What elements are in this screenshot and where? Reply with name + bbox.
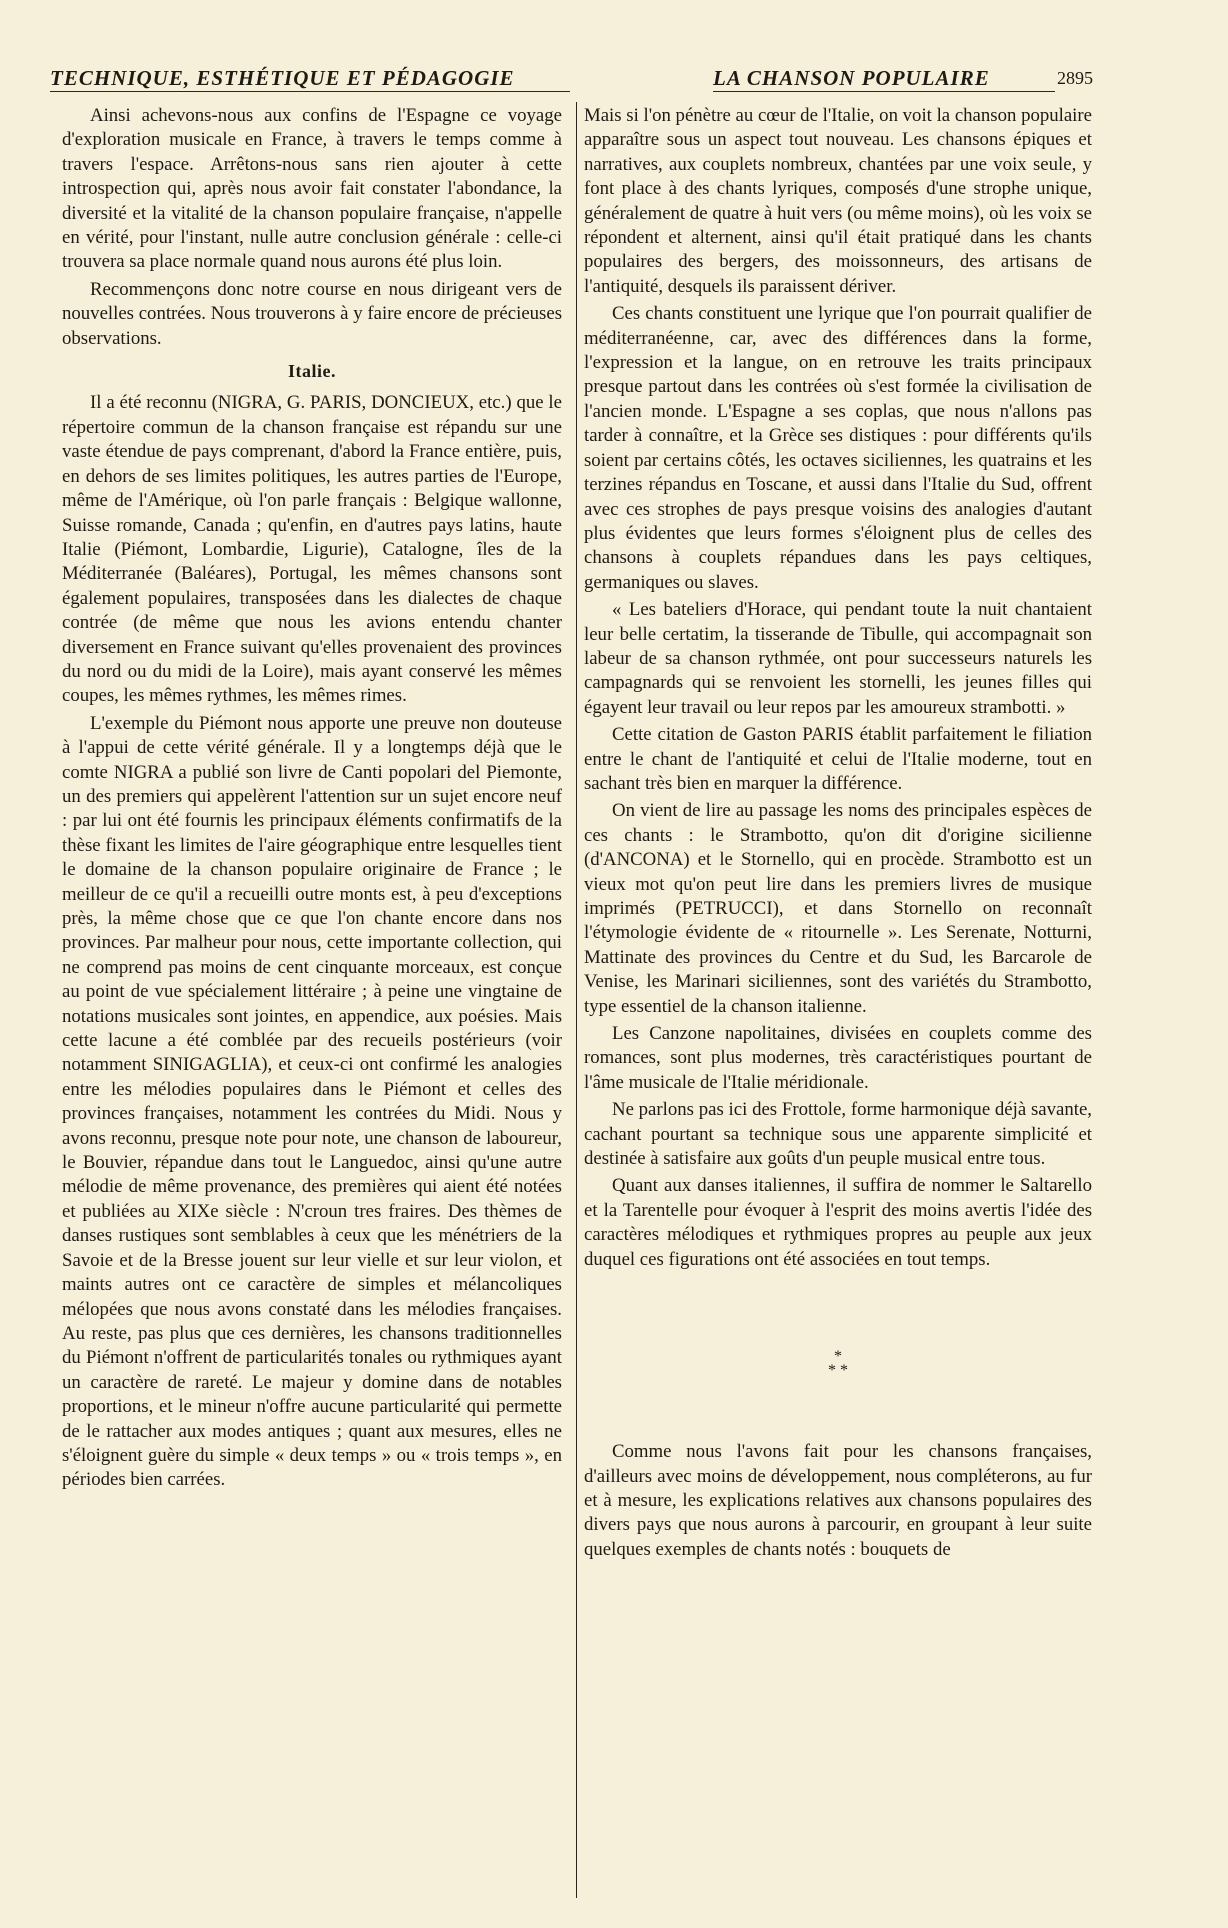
- paragraph: Ne parlons pas ici des Frottole, forme harmonique déjà savante, cachant pourtant sa technique sous une apparente simplicité et destinée à satisfaire aux goûts d'un peuple musical entre tous.: [584, 1099, 1092, 1170]
- paragraph: On vient de lire au passage les noms des principales espèces de ces chants : le Strambotto, qu'on dit d'origine sicilienne (d'ANCONA) et le Stornello, qui en procède. Strambotto est un vieux mot qu'on peut lire dans les premiers livres de musique imprimés (PETRUCCI), et dans Stornello on reconnaît l'étymologie évidente de « ritournelle ». Les Serenate, Notturni, Mattinate des provinces du Centre et du Sud, les Barcarole de Venise, les Marinari siciliennes, sont des variétés du Strambotto, type essentiel de la chanson italienne.: [584, 800, 1092, 1017]
- running-head-left: TECHNIQUE, ESTHÉTIQUE ET PÉDAGOGIE: [50, 66, 515, 90]
- paragraph: Mais si l'on pénètre au cœur de l'Italie, on voit la chanson populaire apparaître sous un aspect tout nouveau. Les chansons épiques et narratives, aux couplets nombreux, chantées par une voix seule, y font place à des chants lyriques, composés d'une strophe unique, généralement de quatre à huit vers (ou même moins), où les voix se répondent et alternent, ainsi qu'il était pratiqué dans les chants populaires des bergers, des moissonneurs, des artisans de l'antiquité, desquels ils paraissent dériver.: [584, 105, 1092, 297]
- page-number: 2895: [1057, 68, 1093, 88]
- column-divider: [576, 102, 577, 1898]
- asterism-top: *: [834, 1348, 842, 1366]
- paragraph: Les Canzone napolitaines, divisées en couplets comme des romances, sont plus modernes, très caractéristiques pourtant de l'âme musicale de l'Italie méridionale.: [584, 1023, 1092, 1093]
- right-column: [584, 104, 1092, 1565]
- paragraph: Ainsi achevons-nous aux confins de l'Espagne ce voyage d'exploration musicale en France, à travers le temps comme à travers l'espace. Arrêtons-nous sans rien ajouter à cette introspection qui, après nous avoir fait constater l'abondance, la diversité et la vitalité de la chanson populaire française, n'appelle en vérité, pour l'instant, nulle autre conclusion générale : celle-ci trouvera sa place normale quand nous aurons été plus loin.: [62, 105, 562, 273]
- paragraph: « Les bateliers d'Horace, qui pendant toute la nuit chantaient leur belle certatim, la tisserande de Tibulle, qui accompagnait son labeur de sa chanson rythmée, ont pour successeurs naturels les campagnards qui se renvoient les stornelli, les jeunes filles qui égayent leur travail ou leur repos par les amoureux strambotti. »: [584, 599, 1092, 718]
- asterism-bottom: * *: [828, 1362, 848, 1380]
- paragraph: L'exemple du Piémont nous apporte une preuve non douteuse à l'appui de cette vérité générale. Il y a longtemps déjà que le comte NIGRA a publié son livre de Canti popolari del Piemonte, un des premiers qui appelèrent l'attention sur un sujet encore neuf : par lui ont été fournis les principaux éléments confirmatifs de la thèse fixant les limites de l'aire géographique entre lesquelles tient le domaine de la chanson populaire originaire de France ; le meilleur de ce qu'il a recueilli outre monts est, à peu d'exceptions près, la même chose que ce que l'on chante encore dans nos provinces. Par malheur pour nous, cette importante collection, qui ne comprend pas moins de cent cinquante morceaux, est conçue au point de vue spécialement littéraire ; à peine une vingtaine de notations musicales sont jointes, en appendice, aux poésies. Mais cette lacune a été comblée par des recueils postérieurs (voir notamment SINIGAGLIA), et ceux-ci ont confirmé les analogies entre les mélodies populaires dans le Piémont et celles des provinces françaises, notamment les contrées du Midi. Nous y avons reconnu, presque note pour note, une chanson de laboureur, le Bouvier, répandue dans tout le Languedoc, ainsi qu'une autre mélodie de même provenance, des premières qui aient été notées et publiées au XIXe siècle : N'croun tres fraires. Des thèmes de danses rustiques sont semblables à ceux que les ménétriers de la Savoie et de la Bresse jouent sur leur vielle et sur leur violon, et maints autres ont ce caractère de simples et mélancoliques mélopées que nous avons constaté dans les mélodies françaises. Au reste, pas plus que ces dernières, les chansons traditionnelles du Piémont n'offrent de particularités tonales ou rythmiques ayant un caractère de rareté. Le majeur y domine dans de notables proportions, et le mineur n'offre aucune particularité qui permette de le rattacher aux modes antiques ; quant aux mesures, elles ne s'éloignent guère du simple « deux temps » ou « trois temps », en périodes bien carrées.: [62, 712, 562, 1491]
- paragraph: Il a été reconnu (NIGRA, G. PARIS, DONCIEUX, etc.) que le répertoire commun de la chanson française est répandu sur une vaste étendue de pays comprenant, d'abord la France entière, puis, en dehors de ses limites politiques, les autres parties de l'Europe, même de l'Amérique, où l'on parle français : Belgique wallonne, Suisse romande, Canada ; qu'enfin, en d'autres pays latins, haute Italie (Piémont, Lombardie, Ligurie), Catalogne, îles de la Méditerranée (Baléares), Portugal, les mêmes chansons sont également populaires, transposées dans les dialectes de chaque contrée (de même que nous les avions entendu chanter diversement en France suivant qu'elles provenaient des provinces du nord ou du midi de la Loire), mais ayant conservé les mêmes coupes, les mêmes rythmes, les mêmes rimes.: [62, 392, 562, 707]
- left-column: [62, 104, 562, 1496]
- header-rule-right: [713, 91, 1055, 92]
- paragraph: Comme nous l'avons fait pour les chansons françaises, d'ailleurs avec moins de développement, nous compléterons, au fur et à mesure, les explications relatives aux chansons populaires des divers pays que nous aurons à parcourir, en groupant à leur suite quelques exemples de chants notés : bouquets de: [584, 1441, 1092, 1560]
- paragraph: Quant aux danses italiennes, il suffira de nommer le Saltarello et la Tarentelle pour évoquer à l'esprit des moins avertis l'idée des caractères mélodiques et rythmiques propres au peuple aux jeux duquel ces figurations ont été associées en tout temps.: [584, 1175, 1092, 1270]
- section-heading: Italie.: [288, 361, 336, 382]
- running-head-right: [713, 66, 1093, 91]
- asterism-separator: [584, 1350, 1092, 1378]
- running-head-title: LA CHANSON POPULAIRE: [713, 66, 990, 90]
- paragraph: Recommençons donc notre course en nous dirigeant vers de nouvelles contrées. Nous trouverons à y faire encore de précieuses observations.: [62, 278, 562, 349]
- paragraph: Cette citation de Gaston PARIS établit parfaitement le filiation entre le chant de l'antiquité et celui de l'Italie moderne, tout en sachant très bien en marquer la différence.: [584, 724, 1092, 794]
- header-rule-left: [50, 91, 570, 92]
- paragraph: Ces chants constituent une lyrique que l'on pourrait qualifier de méditerranéenne, car, avec des différences dans la forme, l'expression et la langue, on en retrouve les traits principaux presque partout dans les contrées où s'est formée la civilisation de l'ancien monde. L'Espagne a ses coplas, que nous n'allons pas tarder à connaître, et la Grèce ses distiques : pour différents qu'ils soient par certains côtés, les octaves siciliennes, les quatrains et les terzines répandus en Toscane, et aussi dans l'Italie du Sud, offrent avec ces strophes de pays presque voisins des analogies d'autant plus évidentes que leurs formes s'éloignent plus de celles des chansons à couplets répandues dans les pays celtiques, germaniques ou slaves.: [584, 303, 1092, 593]
